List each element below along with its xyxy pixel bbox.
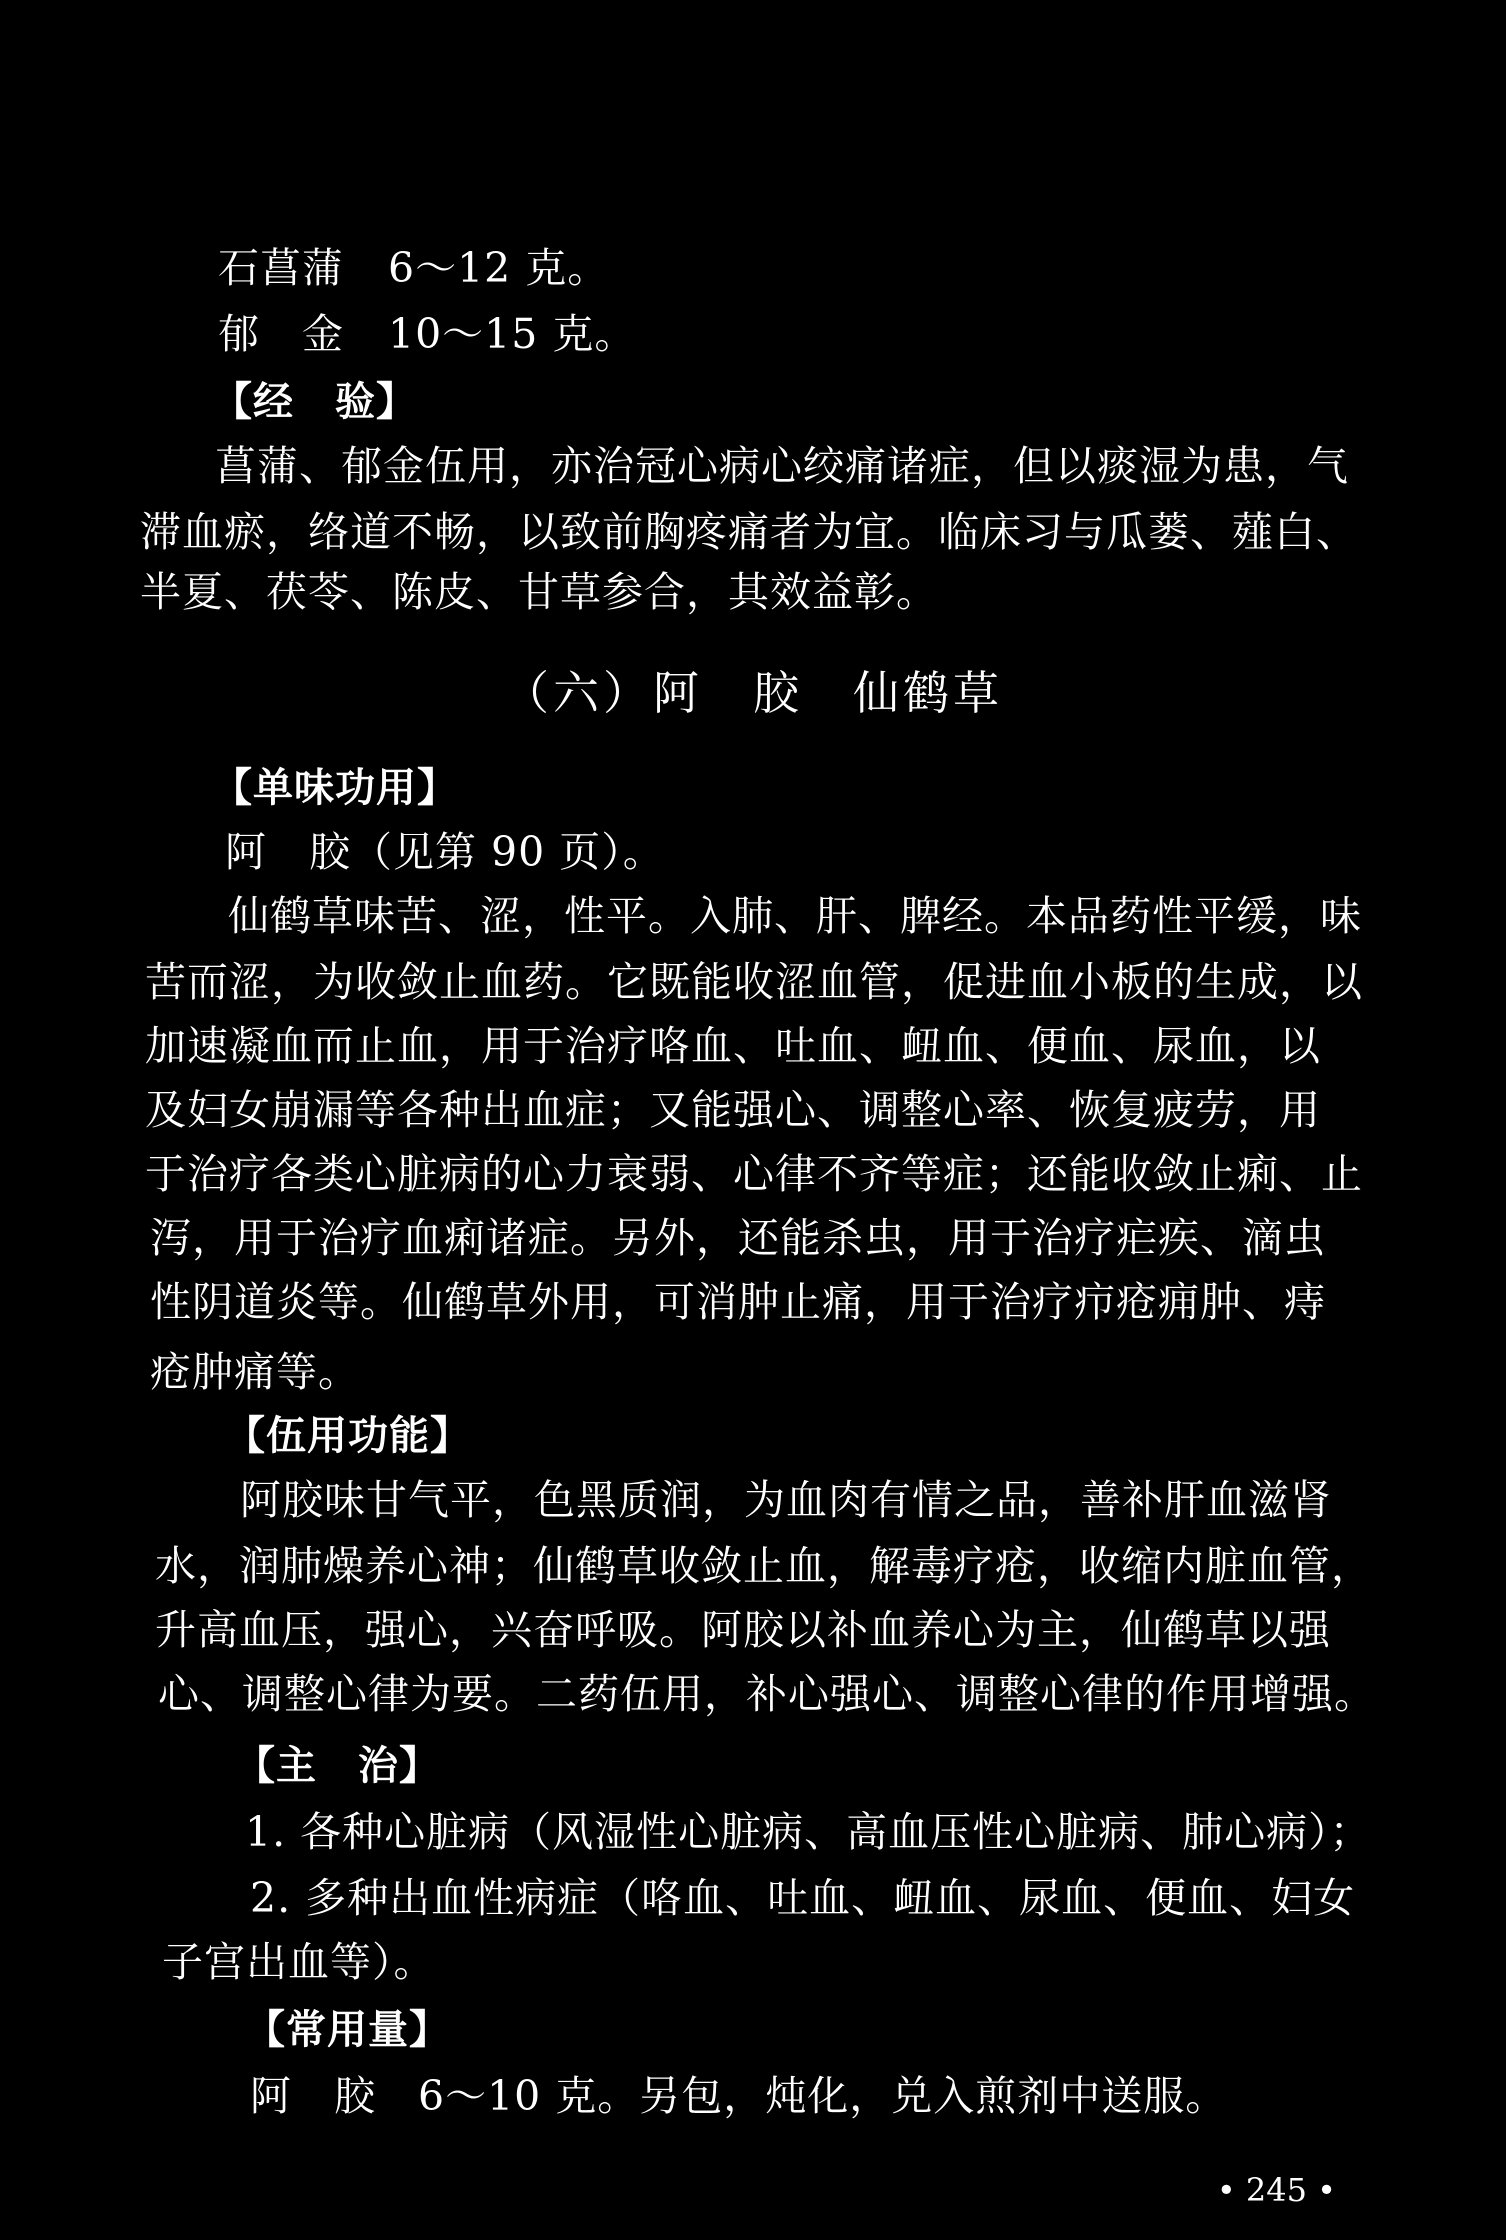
combined-use-line: 水，润肺燥养心神；仙鹤草收敛止血，解毒疗疮，收缩内脏血管， — [155, 1542, 1373, 1590]
single-use-line: 阿 胶（见第 90 页）。 — [225, 828, 665, 876]
page-number: • 245 • — [1216, 2171, 1336, 2209]
dose-entry-shichangpu — [218, 242, 1448, 294]
herb-dose: 6～12 克。 — [388, 244, 610, 292]
single-use-line: 仙鹤草味苦、涩，性平。入肺、肝、脾经。本品药性平缓，味 — [228, 892, 1362, 940]
single-use-line: 性阴道炎等。仙鹤草外用，可消肿止痛，用于治疗疖疮痈肿、痔 — [150, 1278, 1326, 1326]
dose-entry-yujin — [218, 308, 1448, 360]
dosage-heading: 【常用量】 — [245, 2007, 450, 2053]
combined-use-line: 心、调整心律为要。二药伍用，补心强心、调整心律的作用增强。 — [158, 1670, 1376, 1718]
single-use-line: 疮肿痛等。 — [150, 1348, 360, 1396]
experience-line: 半夏、茯苓、陈皮、甘草参合，其效益彰。 — [140, 568, 938, 616]
indications-heading: 【主 治】 — [235, 1743, 440, 1789]
section-title: （六）阿 胶 仙鹤草 — [503, 666, 1003, 720]
experience-line: 滞血瘀，络道不畅，以致前胸疼痛者为宜。临床习与瓜蒌、薤白、 — [140, 508, 1358, 556]
single-use-line: 及妇女崩漏等各种出血症；又能强心、调整心率、恢复疲劳，用 — [145, 1086, 1321, 1134]
dosage-line: 阿 胶 6～10 克。另包，炖化，兑入煎剂中送服。 — [250, 2072, 1228, 2120]
herb-name: 石菖蒲 — [218, 244, 344, 292]
single-use-line: 泻，用于治疗血痢诸症。另外，还能杀虫，用于治疗疟疾、滴虫 — [150, 1214, 1326, 1262]
indications-line: 1. 各种心脏病（风湿性心脏病、高血压性心脏病、肺心病）； — [245, 1808, 1372, 1856]
combined-use-line: 阿胶味甘气平，色黑质润，为血肉有情之品，善补肝血滋肾 — [240, 1476, 1332, 1524]
indications-line: 子宫出血等）。 — [162, 1938, 436, 1986]
indications-line: 2. 多种出血性病症（咯血、吐血、衄血、尿血、便血、妇女 — [250, 1874, 1356, 1922]
herb-dose: 10～15 克。 — [388, 310, 637, 358]
experience-line: 菖蒲、郁金伍用，亦治冠心病心绞痛诸症，但以痰湿为患，气 — [215, 442, 1349, 490]
single-use-heading: 【单味功用】 — [212, 765, 458, 811]
single-use-line: 加速凝血而止血，用于治疗咯血、吐血、衄血、便血、尿血，以 — [145, 1022, 1321, 1070]
combined-use-line: 升高血压，强心，兴奋呼吸。阿胶以补血养心为主，仙鹤草以强 — [155, 1606, 1331, 1654]
herb-name: 郁 金 — [218, 310, 344, 358]
single-use-line: 苦而涩，为收敛止血药。它既能收涩血管，促进血小板的生成，以 — [145, 958, 1363, 1006]
combined-use-heading: 【伍用功能】 — [225, 1413, 471, 1459]
experience-heading: 【经 验】 — [212, 379, 417, 425]
single-use-line: 于治疗各类心脏病的心力衰弱、心律不齐等症；还能收敛止痢、止 — [145, 1150, 1363, 1198]
